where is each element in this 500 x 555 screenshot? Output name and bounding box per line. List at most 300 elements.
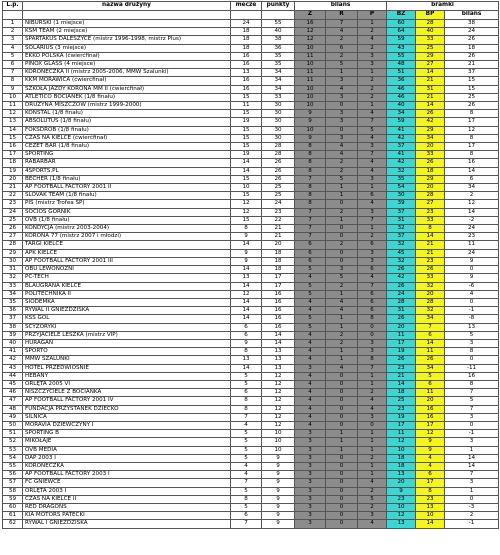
cell-matches: 16 <box>231 52 262 60</box>
cell-losses: 0 <box>358 331 387 339</box>
cell-team-name: SOLARIUS (3 miejsce) <box>23 44 231 52</box>
cell-rank: 37 <box>3 315 23 323</box>
cell-wins: 4 <box>295 348 326 356</box>
cell-rank: 57 <box>3 479 23 487</box>
cell-goals-for: 48 <box>387 61 416 69</box>
cell-matches: 15 <box>231 134 262 142</box>
cell-goals-for: 37 <box>387 233 416 241</box>
cell-wins: 12 <box>295 28 326 36</box>
cell-rank: 40 <box>3 339 23 347</box>
table-row <box>3 282 499 290</box>
cell-wins: 4 <box>295 397 326 405</box>
cell-goals-against: 17 <box>416 421 445 429</box>
cell-rank: 43 <box>3 364 23 372</box>
cell-wins: 10 <box>295 126 326 134</box>
cell-draws: 0 <box>326 487 358 495</box>
cell-draws: 0 <box>326 495 358 503</box>
table-row <box>3 102 499 110</box>
cell-matches: 13 <box>231 69 262 77</box>
cell-team-name: AP FOOTBALL FACTORY 2001 III <box>23 257 231 265</box>
cell-losses: 3 <box>358 175 387 183</box>
header-goal-difference: bilans <box>445 11 499 20</box>
cell-draws: 2 <box>326 36 358 44</box>
cell-wins: 5 <box>295 266 326 274</box>
cell-losses: 3 <box>358 143 387 151</box>
cell-rank: 39 <box>3 331 23 339</box>
cell-team-name: HURAGAN <box>23 339 231 347</box>
cell-losses: 5 <box>358 126 387 134</box>
cell-draws: 1 <box>326 216 358 224</box>
cell-wins: 3 <box>295 446 326 454</box>
cell-team-name: DRUŻYNA MISZCZÓW (mistrz 1999-2000) <box>23 102 231 110</box>
cell-goal-difference: 1 <box>445 446 499 454</box>
cell-points: 34 <box>262 69 295 77</box>
cell-losses: 1 <box>358 380 387 388</box>
cell-losses: 1 <box>358 372 387 380</box>
cell-points: 21 <box>262 233 295 241</box>
cell-matches: 5 <box>231 430 262 438</box>
cell-goal-difference: -3 <box>445 503 499 511</box>
cell-goals-for: 26 <box>387 266 416 274</box>
cell-goals-for: 55 <box>387 52 416 60</box>
cell-wins: 4 <box>295 413 326 421</box>
cell-goals-for: 23 <box>387 364 416 372</box>
table-row <box>3 405 499 413</box>
header-lp: L.p. <box>3 2 23 11</box>
cell-points: 12 <box>262 405 295 413</box>
cell-matches: 4 <box>231 471 262 479</box>
cell-goal-difference: -8 <box>445 315 499 323</box>
cell-goals-for: 42 <box>387 274 416 282</box>
cell-points: 9 <box>262 503 295 511</box>
cell-goals-against: 28 <box>416 298 445 306</box>
table-row <box>3 364 499 372</box>
cell-rank: 13 <box>3 118 23 126</box>
table-row <box>3 118 499 126</box>
cell-goals-for: 17 <box>387 421 416 429</box>
cell-goal-difference: 24 <box>445 249 499 257</box>
cell-goal-difference: 5 <box>445 397 499 405</box>
cell-goal-difference: 24 <box>445 225 499 233</box>
cell-goals-against: 29 <box>416 52 445 60</box>
cell-goal-difference: 8 <box>445 348 499 356</box>
table-row <box>3 479 499 487</box>
cell-goals-for: 13 <box>387 520 416 528</box>
cell-goals-against: 21 <box>416 93 445 101</box>
cell-rank: 16 <box>3 143 23 151</box>
cell-goals-against: 6 <box>416 471 445 479</box>
cell-wins: 4 <box>295 331 326 339</box>
cell-goals-against: 26 <box>416 110 445 118</box>
cell-matches: 5 <box>231 372 262 380</box>
cell-draws: 2 <box>326 159 358 167</box>
cell-draws: 3 <box>326 266 358 274</box>
cell-rank: 30 <box>3 257 23 265</box>
cell-rank: 3 <box>3 36 23 44</box>
table-row <box>3 512 499 520</box>
cell-matches: 16 <box>231 61 262 69</box>
cell-points: 13 <box>262 348 295 356</box>
cell-matches: 13 <box>231 274 262 282</box>
table-row <box>3 315 499 323</box>
cell-goals-for: 32 <box>387 241 416 249</box>
cell-goals-against: 14 <box>416 102 445 110</box>
cell-draws: 0 <box>326 225 358 233</box>
cell-goal-difference: 16 <box>445 372 499 380</box>
cell-losses: 3 <box>358 208 387 216</box>
cell-losses: 0 <box>358 323 387 331</box>
table-row <box>3 356 499 364</box>
cell-matches: 7 <box>231 413 262 421</box>
cell-wins: 8 <box>295 184 326 192</box>
cell-rank: 60 <box>3 503 23 511</box>
cell-losses: 7 <box>358 364 387 372</box>
cell-rank: 14 <box>3 126 23 134</box>
header-bilans: bilans <box>295 2 387 11</box>
table-row <box>3 372 499 380</box>
cell-team-name: MMW SZALUNKI <box>23 356 231 364</box>
cell-points: 30 <box>262 118 295 126</box>
cell-matches: 14 <box>231 364 262 372</box>
cell-goal-difference: 2 <box>445 512 499 520</box>
table-row <box>3 266 499 274</box>
cell-goal-difference: -11 <box>445 364 499 372</box>
cell-wins: 7 <box>295 233 326 241</box>
cell-matches: 9 <box>231 249 262 257</box>
cell-points: 40 <box>262 28 295 36</box>
cell-goals-against: 4 <box>416 454 445 462</box>
cell-points: 25 <box>262 184 295 192</box>
table-row <box>3 307 499 315</box>
cell-goals-for: 45 <box>387 249 416 257</box>
table-row <box>3 93 499 101</box>
standings-table <box>2 1 499 529</box>
cell-goals-against: 5 <box>416 372 445 380</box>
cell-matches: 9 <box>231 339 262 347</box>
cell-rank: 51 <box>3 430 23 438</box>
cell-draws: 0 <box>326 257 358 265</box>
cell-losses: 7 <box>358 282 387 290</box>
cell-wins: 4 <box>295 274 326 282</box>
cell-wins: 3 <box>295 364 326 372</box>
cell-matches: 12 <box>231 208 262 216</box>
cell-losses: 2 <box>358 454 387 462</box>
cell-draws: 3 <box>326 93 358 101</box>
cell-wins: 6 <box>295 249 326 257</box>
cell-draws: 1 <box>326 438 358 446</box>
cell-goals-for: 21 <box>387 372 416 380</box>
cell-matches: 14 <box>231 266 262 274</box>
cell-losses: 6 <box>358 192 387 200</box>
cell-rank: 2 <box>3 28 23 36</box>
cell-points: 12 <box>262 413 295 421</box>
cell-wins: 7 <box>295 175 326 183</box>
cell-goals-for: 19 <box>387 348 416 356</box>
table-row <box>3 36 499 44</box>
cell-draws: 1 <box>326 290 358 298</box>
cell-points: 9 <box>262 512 295 520</box>
cell-rank: 34 <box>3 290 23 298</box>
cell-team-name: SPORTING <box>23 151 231 159</box>
cell-matches: 4 <box>231 462 262 470</box>
cell-goal-difference: 18 <box>445 44 499 52</box>
cell-team-name: CZAS NA KIELCE II <box>23 495 231 503</box>
table-row <box>3 495 499 503</box>
cell-draws: 0 <box>326 512 358 520</box>
cell-rank: 9 <box>3 85 23 93</box>
cell-matches: 5 <box>231 487 262 495</box>
cell-draws: 4 <box>326 28 358 36</box>
table-row <box>3 274 499 282</box>
cell-rank: 45 <box>3 380 23 388</box>
cell-wins: 7 <box>295 216 326 224</box>
cell-points: 30 <box>262 126 295 134</box>
cell-losses: 1 <box>358 462 387 470</box>
cell-draws: 4 <box>326 151 358 159</box>
cell-matches: 9 <box>231 257 262 265</box>
cell-matches: 9 <box>231 233 262 241</box>
cell-goal-difference: 37 <box>445 69 499 77</box>
table-row <box>3 184 499 192</box>
cell-goals-against: 33 <box>416 216 445 224</box>
cell-goals-against: 42 <box>416 118 445 126</box>
cell-goals-for: 42 <box>387 159 416 167</box>
cell-points: 12 <box>262 372 295 380</box>
cell-wins: 4 <box>295 298 326 306</box>
cell-goal-difference: 7 <box>445 389 499 397</box>
cell-goals-against: 25 <box>416 44 445 52</box>
cell-losses: 7 <box>358 151 387 159</box>
cell-losses: 0 <box>358 421 387 429</box>
cell-losses: 2 <box>358 389 387 397</box>
header-goals-against: BP <box>416 11 445 20</box>
cell-losses: 2 <box>358 28 387 36</box>
cell-goals-for: 26 <box>387 282 416 290</box>
cell-rank: 41 <box>3 348 23 356</box>
cell-rank: 29 <box>3 249 23 257</box>
cell-wins: 9 <box>295 118 326 126</box>
cell-team-name: KONSTAL (1/8 finału) <box>23 110 231 118</box>
cell-draws: 2 <box>326 241 358 249</box>
cell-goals-against: 27 <box>416 200 445 208</box>
cell-team-name: AP FOOTBALL FACTORY 2003 I <box>23 471 231 479</box>
cell-points: 12 <box>262 421 295 429</box>
cell-team-name: HEBANY <box>23 372 231 380</box>
cell-goal-difference: 26 <box>445 36 499 44</box>
cell-goal-difference: 14 <box>445 454 499 462</box>
cell-draws: 3 <box>326 134 358 142</box>
cell-draws: 2 <box>326 282 358 290</box>
cell-goal-difference: 21 <box>445 61 499 69</box>
cell-goals-against: 28 <box>416 192 445 200</box>
header-row-2 <box>3 11 499 20</box>
cell-team-name: ABSOLUTUS (1/8 finału) <box>23 118 231 126</box>
cell-goals-for: 28 <box>387 298 416 306</box>
cell-losses: 4 <box>358 405 387 413</box>
cell-draws: 1 <box>326 348 358 356</box>
cell-points: 55 <box>262 20 295 28</box>
cell-goal-difference: 11 <box>445 241 499 249</box>
cell-goal-difference: 4 <box>445 290 499 298</box>
cell-team-name: SPORTING B <box>23 430 231 438</box>
cell-draws: 1 <box>326 69 358 77</box>
cell-wins: 12 <box>295 36 326 44</box>
cell-rank: 48 <box>3 405 23 413</box>
cell-matches: 18 <box>231 36 262 44</box>
cell-points: 20 <box>262 241 295 249</box>
cell-team-name: KONDYCJA (mistrz 2003-2004) <box>23 225 231 233</box>
cell-rank: 59 <box>3 495 23 503</box>
cell-points: 9 <box>262 487 295 495</box>
cell-points: 30 <box>262 134 295 142</box>
cell-goals-for: 20 <box>387 479 416 487</box>
cell-matches: 15 <box>231 216 262 224</box>
cell-losses: 4 <box>358 274 387 282</box>
cell-team-name: MORAVIA DZIEWCZYNY I <box>23 421 231 429</box>
cell-matches: 24 <box>231 20 262 28</box>
cell-goal-difference: 0 <box>445 266 499 274</box>
cell-team-name: SPORTO <box>23 348 231 356</box>
cell-team-name: KIA MOTORS PATECKI <box>23 512 231 520</box>
cell-wins: 10 <box>295 93 326 101</box>
cell-goals-for: 32 <box>387 167 416 175</box>
cell-draws: 0 <box>326 249 358 257</box>
cell-losses: 4 <box>358 36 387 44</box>
cell-wins: 3 <box>295 503 326 511</box>
cell-points: 33 <box>262 93 295 101</box>
table-row <box>3 77 499 85</box>
cell-goals-for: 41 <box>387 151 416 159</box>
cell-team-name: PC-TECH <box>23 274 231 282</box>
cell-goal-difference: -6 <box>445 282 499 290</box>
cell-rank: 26 <box>3 225 23 233</box>
cell-draws: 5 <box>326 274 358 282</box>
cell-goals-for: 34 <box>387 110 416 118</box>
cell-losses: 4 <box>358 520 387 528</box>
cell-losses: 3 <box>358 339 387 347</box>
cell-wins: 5 <box>295 315 326 323</box>
cell-matches: 15 <box>231 175 262 183</box>
cell-losses: 3 <box>358 512 387 520</box>
cell-goals-for: 43 <box>387 44 416 52</box>
cell-draws: 0 <box>326 462 358 470</box>
cell-draws: 4 <box>326 364 358 372</box>
cell-goals-against: 9 <box>416 446 445 454</box>
cell-wins: 3 <box>295 487 326 495</box>
cell-losses: 4 <box>358 479 387 487</box>
cell-goal-difference: 24 <box>445 28 499 36</box>
cell-draws: 1 <box>326 184 358 192</box>
cell-team-name: FOKSDROB (1/8 finału) <box>23 126 231 134</box>
cell-goal-difference: 14 <box>445 167 499 175</box>
cell-goals-against: 10 <box>416 512 445 520</box>
cell-losses: 1 <box>358 446 387 454</box>
table-row <box>3 421 499 429</box>
cell-points: 12 <box>262 397 295 405</box>
cell-team-name: SPARTAKUS DALESZYCE (mistrz 1996-1998, mistrz Plus) <box>23 36 231 44</box>
header-spacer <box>262 11 295 20</box>
cell-matches: 7 <box>231 520 262 528</box>
cell-losses: 1 <box>358 471 387 479</box>
cell-goal-difference: 8 <box>445 380 499 388</box>
cell-wins: 8 <box>295 167 326 175</box>
cell-wins: 3 <box>295 430 326 438</box>
cell-rank: 5 <box>3 52 23 60</box>
cell-goals-for: 20 <box>387 323 416 331</box>
header-spacer <box>3 11 23 20</box>
cell-draws: 2 <box>326 339 358 347</box>
cell-goal-difference: 7 <box>445 471 499 479</box>
cell-goal-difference: -1 <box>445 520 499 528</box>
cell-losses: 2 <box>358 93 387 101</box>
cell-goal-difference: 25 <box>445 93 499 101</box>
cell-losses: 3 <box>358 249 387 257</box>
cell-wins: 10 <box>295 85 326 93</box>
cell-goals-for: 51 <box>387 69 416 77</box>
cell-goals-for: 64 <box>387 28 416 36</box>
cell-goal-difference: 12 <box>445 200 499 208</box>
cell-goals-against: 32 <box>416 282 445 290</box>
cell-goals-against: 14 <box>416 520 445 528</box>
cell-wins: 6 <box>295 241 326 249</box>
cell-draws: 0 <box>326 454 358 462</box>
cell-points: 17 <box>262 274 295 282</box>
cell-goals-for: 19 <box>387 413 416 421</box>
cell-wins: 4 <box>295 389 326 397</box>
cell-matches: 4 <box>231 421 262 429</box>
cell-team-name: ORLĘTA 2005 VI <box>23 380 231 388</box>
cell-goals-for: 11 <box>387 430 416 438</box>
cell-goals-against: 29 <box>416 175 445 183</box>
cell-wins: 7 <box>295 225 326 233</box>
cell-goals-against: 32 <box>416 307 445 315</box>
cell-draws: 1 <box>326 446 358 454</box>
cell-goal-difference: 0 <box>445 421 499 429</box>
header-goals-for: BZ <box>387 11 416 20</box>
cell-matches: 15 <box>231 126 262 134</box>
table-row <box>3 257 499 265</box>
cell-points: 14 <box>262 339 295 347</box>
cell-rank: 27 <box>3 233 23 241</box>
cell-goals-for: 40 <box>387 102 416 110</box>
cell-draws: 0 <box>326 413 358 421</box>
cell-goals-against: 34 <box>416 315 445 323</box>
table-row <box>3 487 499 495</box>
cell-wins: 8 <box>295 159 326 167</box>
cell-rank: 25 <box>3 216 23 224</box>
header-points: punkty <box>262 2 295 11</box>
cell-draws: 0 <box>326 471 358 479</box>
table-row <box>3 462 499 470</box>
cell-losses: 3 <box>358 413 387 421</box>
cell-losses: 6 <box>358 290 387 298</box>
cell-draws: 0 <box>326 421 358 429</box>
cell-goals-for: 42 <box>387 134 416 142</box>
cell-goals-for: 39 <box>387 200 416 208</box>
cell-matches: 5 <box>231 438 262 446</box>
cell-goals-for: 26 <box>387 315 416 323</box>
cell-goal-difference: 23 <box>445 233 499 241</box>
cell-draws: 0 <box>326 372 358 380</box>
cell-draws: 3 <box>326 118 358 126</box>
cell-goals-against: 14 <box>416 233 445 241</box>
cell-team-name: 4SPORTS.PL <box>23 167 231 175</box>
cell-losses: 6 <box>358 298 387 306</box>
cell-team-name: APK KIELCE <box>23 249 231 257</box>
cell-team-name: KSM TEAM (2 miejsce) <box>23 28 231 36</box>
table-row <box>3 413 499 421</box>
cell-goals-against: 34 <box>416 364 445 372</box>
